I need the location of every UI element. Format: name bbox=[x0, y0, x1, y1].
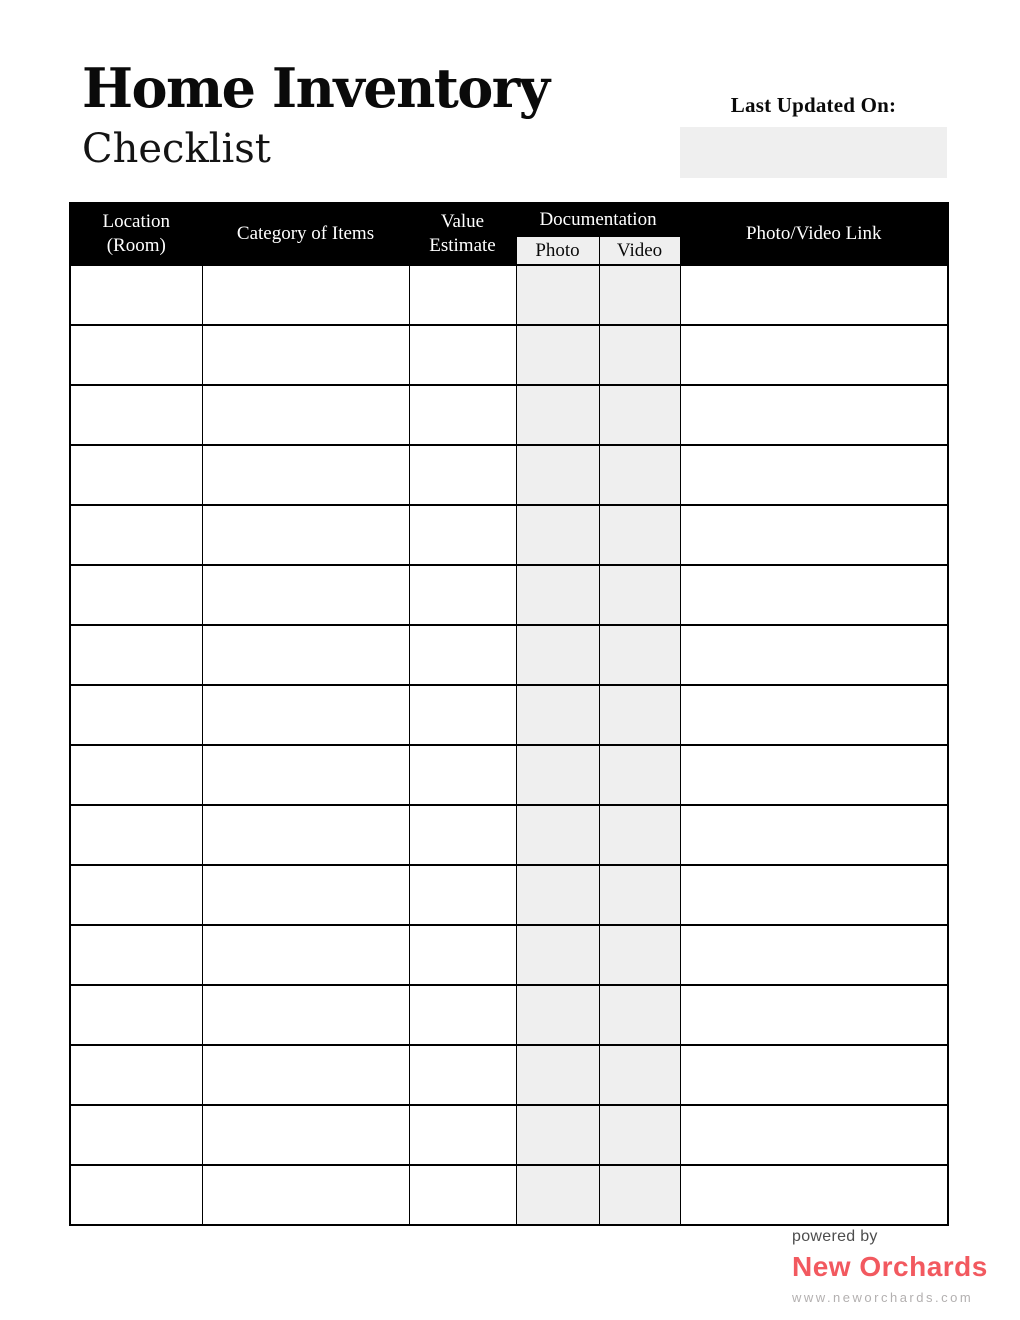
table-row bbox=[70, 625, 948, 685]
category-cell[interactable] bbox=[202, 325, 409, 385]
location-cell[interactable] bbox=[70, 685, 202, 745]
column-header-location bbox=[70, 203, 202, 265]
photo-check-cell[interactable] bbox=[516, 565, 599, 625]
column-header-documentation: Documentation bbox=[516, 203, 680, 236]
value-header-line2: Estimate bbox=[429, 235, 496, 256]
photo-video-link-cell[interactable] bbox=[680, 685, 948, 745]
location-cell[interactable] bbox=[70, 1165, 202, 1225]
category-cell[interactable] bbox=[202, 1045, 409, 1105]
photo-video-link-cell[interactable] bbox=[680, 1165, 948, 1225]
last-updated-label: Last Updated On: bbox=[730, 93, 897, 117]
value-estimate-cell[interactable] bbox=[409, 1105, 516, 1165]
photo-check-cell[interactable] bbox=[516, 325, 599, 385]
table-row bbox=[70, 445, 948, 505]
value-estimate-cell[interactable] bbox=[409, 925, 516, 985]
table-row bbox=[70, 985, 948, 1045]
category-cell[interactable] bbox=[202, 265, 409, 325]
photo-video-link-cell[interactable] bbox=[680, 265, 948, 325]
photo-video-link-cell[interactable] bbox=[680, 505, 948, 565]
table-row bbox=[70, 325, 948, 385]
title-block bbox=[82, 58, 549, 171]
location-cell[interactable] bbox=[70, 565, 202, 625]
photo-check-cell[interactable] bbox=[516, 385, 599, 445]
photo-check-cell[interactable] bbox=[516, 1165, 599, 1225]
table-row bbox=[70, 1045, 948, 1105]
value-estimate-cell[interactable] bbox=[409, 325, 516, 385]
value-estimate-cell[interactable] bbox=[409, 865, 516, 925]
location-cell[interactable] bbox=[70, 865, 202, 925]
photo-video-link-cell[interactable] bbox=[680, 445, 948, 505]
video-check-cell[interactable] bbox=[599, 1105, 680, 1165]
table-row bbox=[70, 925, 948, 985]
video-check-cell[interactable] bbox=[599, 865, 680, 925]
value-estimate-cell[interactable] bbox=[409, 985, 516, 1045]
location-cell[interactable] bbox=[70, 745, 202, 805]
video-check-cell[interactable] bbox=[599, 265, 680, 325]
location-header-line2: (Room) bbox=[106, 235, 166, 256]
photo-check-cell[interactable] bbox=[516, 625, 599, 685]
column-header-photo: Photo bbox=[516, 236, 599, 265]
value-estimate-cell[interactable] bbox=[409, 445, 516, 505]
category-cell[interactable] bbox=[202, 1165, 409, 1225]
value-estimate-cell[interactable] bbox=[409, 805, 516, 865]
photo-video-link-cell[interactable] bbox=[680, 385, 948, 445]
photo-video-link-cell[interactable] bbox=[680, 745, 948, 805]
column-header-video: Video bbox=[599, 236, 680, 265]
photo-check-cell[interactable] bbox=[516, 685, 599, 745]
video-check-cell[interactable] bbox=[599, 985, 680, 1045]
value-estimate-cell[interactable] bbox=[409, 385, 516, 445]
photo-check-cell[interactable] bbox=[516, 505, 599, 565]
page-subtitle: Checklist bbox=[82, 126, 271, 173]
value-estimate-cell[interactable] bbox=[409, 565, 516, 625]
location-cell[interactable] bbox=[70, 445, 202, 505]
photo-check-cell[interactable] bbox=[516, 745, 599, 805]
last-updated-input-box[interactable] bbox=[680, 127, 947, 178]
video-check-cell[interactable] bbox=[599, 565, 680, 625]
table-row bbox=[70, 685, 948, 745]
column-header-value-estimate bbox=[409, 203, 516, 265]
table-row bbox=[70, 805, 948, 865]
category-cell[interactable] bbox=[202, 805, 409, 865]
value-estimate-cell[interactable] bbox=[409, 625, 516, 685]
location-cell[interactable] bbox=[70, 265, 202, 325]
photo-check-cell[interactable] bbox=[516, 805, 599, 865]
category-cell[interactable] bbox=[202, 505, 409, 565]
photo-check-cell[interactable] bbox=[516, 1045, 599, 1105]
table-row bbox=[70, 865, 948, 925]
photo-video-link-cell[interactable] bbox=[680, 1045, 948, 1105]
video-check-cell[interactable] bbox=[599, 805, 680, 865]
category-cell[interactable] bbox=[202, 925, 409, 985]
photo-video-link-cell[interactable] bbox=[680, 865, 948, 925]
location-cell[interactable] bbox=[70, 625, 202, 685]
photo-video-link-cell[interactable] bbox=[680, 625, 948, 685]
category-cell[interactable] bbox=[202, 685, 409, 745]
photo-check-cell[interactable] bbox=[516, 925, 599, 985]
column-header-photo-video-link: Photo/Video Link bbox=[680, 203, 948, 265]
video-check-cell[interactable] bbox=[599, 925, 680, 985]
table-row bbox=[70, 505, 948, 565]
value-estimate-cell[interactable] bbox=[409, 1165, 516, 1225]
value-estimate-cell[interactable] bbox=[409, 505, 516, 565]
last-updated-section bbox=[680, 93, 947, 178]
value-estimate-cell[interactable] bbox=[409, 685, 516, 745]
location-cell[interactable] bbox=[70, 1105, 202, 1165]
location-cell[interactable] bbox=[70, 385, 202, 445]
photo-video-link-cell[interactable] bbox=[680, 805, 948, 865]
page-title: Home Inventory bbox=[82, 56, 549, 120]
column-header-category: Category of Items bbox=[202, 203, 409, 265]
video-check-cell[interactable] bbox=[599, 445, 680, 505]
inventory-table-body bbox=[70, 265, 948, 1225]
table-row bbox=[70, 1105, 948, 1165]
table-row bbox=[70, 1165, 948, 1225]
video-check-cell[interactable] bbox=[599, 385, 680, 445]
category-cell[interactable] bbox=[202, 625, 409, 685]
brand-logo-text: New Orchards bbox=[792, 1251, 988, 1282]
photo-check-cell[interactable] bbox=[516, 445, 599, 505]
value-estimate-cell[interactable] bbox=[409, 265, 516, 325]
location-cell[interactable] bbox=[70, 505, 202, 565]
inventory-table bbox=[69, 202, 949, 1226]
category-cell[interactable] bbox=[202, 865, 409, 925]
photo-check-cell[interactable] bbox=[516, 985, 599, 1045]
category-cell[interactable] bbox=[202, 985, 409, 1045]
footer bbox=[792, 1228, 988, 1305]
video-check-cell[interactable] bbox=[599, 325, 680, 385]
video-check-cell[interactable] bbox=[599, 1165, 680, 1225]
category-cell[interactable] bbox=[202, 1105, 409, 1165]
photo-check-cell[interactable] bbox=[516, 1105, 599, 1165]
category-cell[interactable] bbox=[202, 745, 409, 805]
photo-video-link-cell[interactable] bbox=[680, 325, 948, 385]
value-estimate-cell[interactable] bbox=[409, 1045, 516, 1105]
brand-website: www.neworchards.com bbox=[792, 1290, 974, 1305]
location-cell[interactable] bbox=[70, 1045, 202, 1105]
video-check-cell[interactable] bbox=[599, 505, 680, 565]
inventory-table-header bbox=[70, 203, 948, 265]
table-row bbox=[70, 565, 948, 625]
photo-video-link-cell[interactable] bbox=[680, 1105, 948, 1165]
video-check-cell[interactable] bbox=[599, 1045, 680, 1105]
location-header-line1: Location bbox=[102, 211, 171, 233]
table-row bbox=[70, 745, 948, 805]
video-check-cell[interactable] bbox=[599, 625, 680, 685]
value-header-line1: Value bbox=[440, 211, 485, 233]
location-cell[interactable] bbox=[70, 805, 202, 865]
location-cell[interactable] bbox=[70, 925, 202, 985]
value-estimate-cell[interactable] bbox=[409, 745, 516, 805]
category-cell[interactable] bbox=[202, 445, 409, 505]
table-row bbox=[70, 265, 948, 325]
table-row bbox=[70, 385, 948, 445]
location-cell[interactable] bbox=[70, 985, 202, 1045]
photo-check-cell[interactable] bbox=[516, 265, 599, 325]
photo-video-link-cell[interactable] bbox=[680, 925, 948, 985]
category-cell[interactable] bbox=[202, 565, 409, 625]
location-cell[interactable] bbox=[70, 325, 202, 385]
video-check-cell[interactable] bbox=[599, 745, 680, 805]
photo-video-link-cell[interactable] bbox=[680, 565, 948, 625]
photo-check-cell[interactable] bbox=[516, 865, 599, 925]
powered-by-label: powered by bbox=[792, 1228, 878, 1245]
photo-video-link-cell[interactable] bbox=[680, 985, 948, 1045]
category-cell[interactable] bbox=[202, 385, 409, 445]
video-check-cell[interactable] bbox=[599, 685, 680, 745]
